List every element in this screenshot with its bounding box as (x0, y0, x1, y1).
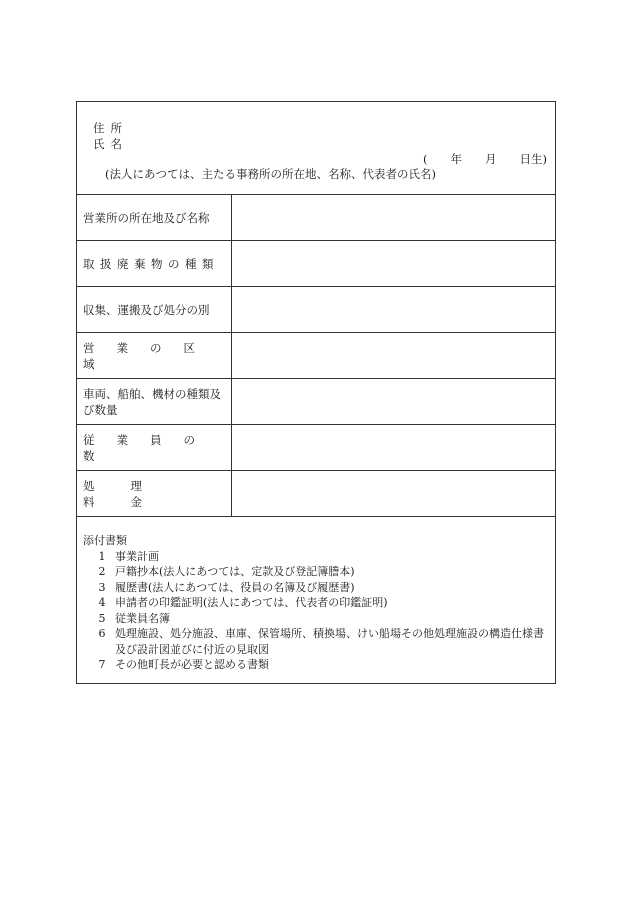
row-value-field[interactable] (232, 195, 555, 240)
attachments-title: 添付書類 (83, 534, 127, 547)
attachment-number: 4 (98, 596, 106, 609)
corporate-note: (法人にあつては、主たる事務所の所在地、名称、代表者の氏名) (105, 167, 436, 181)
form-row-employees (77, 425, 555, 471)
attachment-item (83, 549, 549, 565)
row-label: 収集、運搬及び処分の別 (77, 287, 232, 332)
attachment-text: 申請者の印鑑証明(法人にあつては、代表者の印鑑証明) (115, 596, 388, 609)
attachment-text: その他町長が必要と認める書類 (115, 658, 269, 671)
address-label: 住所 (93, 121, 128, 135)
attachment-text: 履歴書(法人にあつては、役員の名簿及び履歴書) (115, 580, 355, 594)
attachment-text: 処理施設、処分施設、車庫、保管場所、積換場、けい船場その他処理施設の構造仕様書及び設計図並びに付近の見取図 (115, 627, 544, 656)
attachment-number: 6 (98, 627, 106, 640)
attachment-number: 1 (98, 549, 106, 563)
attachment-text: 従業員名簿 (115, 611, 170, 625)
form-row-fee (77, 471, 555, 517)
application-form (76, 101, 556, 684)
form-row-area (77, 333, 555, 379)
attachment-text: 事業計画 (115, 549, 159, 563)
row-label: 営業の区域 (77, 333, 232, 378)
attachment-number: 3 (98, 580, 106, 594)
attachment-text: 戸籍抄本(法人にあつては、定款及び登記簿謄本) (115, 565, 355, 578)
attachment-item (83, 595, 549, 611)
row-label: 処理料金 (77, 471, 232, 516)
attachment-number: 2 (98, 565, 106, 578)
row-label: 車両、船舶、機材の種類及び数量 (77, 379, 232, 424)
row-label: 営業所の所在地及び名称 (77, 195, 232, 240)
attachment-item (83, 626, 549, 657)
attachment-item (83, 564, 549, 580)
attachment-number: 7 (98, 658, 106, 671)
attachment-item (83, 611, 549, 627)
row-value-field[interactable] (232, 471, 555, 516)
row-value-field[interactable] (232, 287, 555, 332)
row-value-field[interactable] (232, 241, 555, 286)
row-label: 従業員の数 (77, 425, 232, 470)
attachment-number: 5 (98, 611, 106, 625)
row-label: 取扱廃棄物の種類 (77, 241, 232, 286)
attachment-item (83, 657, 549, 673)
row-value-field[interactable] (232, 379, 555, 424)
applicant-section (77, 102, 555, 195)
form-row-category (77, 287, 555, 333)
name-label: 氏名 (93, 137, 128, 151)
form-row-office (77, 195, 555, 241)
attachment-item (83, 580, 549, 596)
attachments-section (77, 517, 555, 683)
birth-date-line: ( 年 月 日生) (423, 152, 547, 166)
form-row-waste-type (77, 241, 555, 287)
row-value-field[interactable] (232, 425, 555, 470)
form-row-vehicles (77, 379, 555, 425)
row-value-field[interactable] (232, 333, 555, 378)
